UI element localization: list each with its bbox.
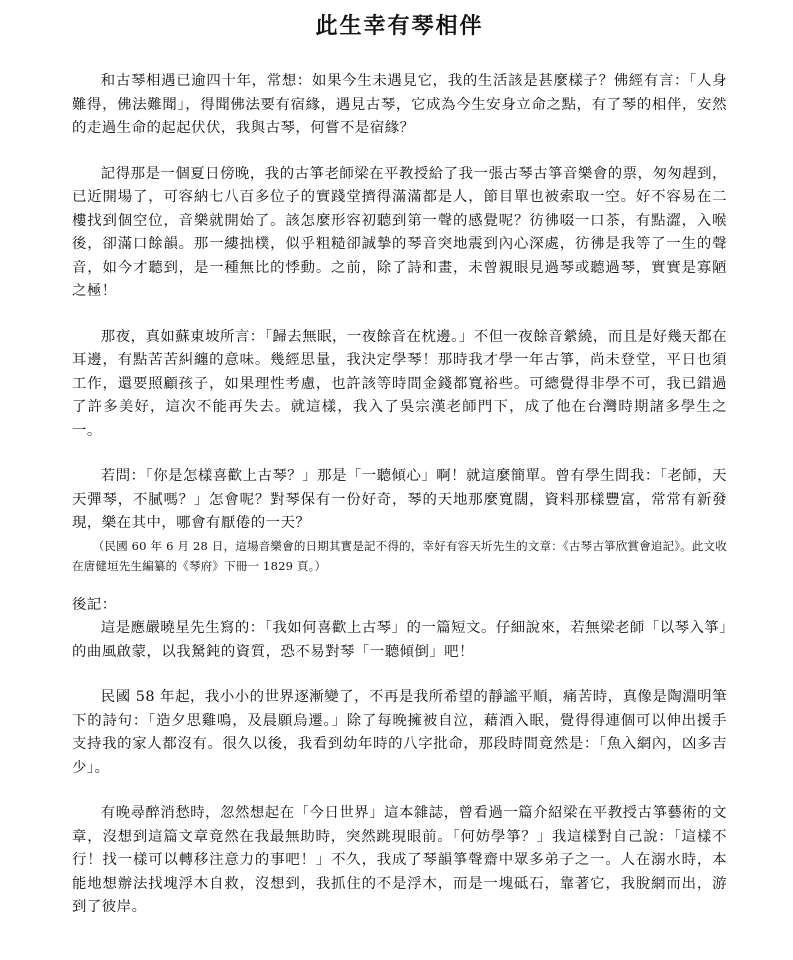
paragraph-2: 記得那是一個夏日傍晚，我的古箏老師梁在平教授給了我一張古琴古箏音樂會的票，匆匆趕到，已近開場了，可容納七八百多位子的實踐堂擠得滿滿都是人，節目單也被索取一空。好不容易在二樓找到個空位，音樂就開始了。該怎麼形容初聽到第一聲的感覺呢？彷彿啜一口茶，有點澀，入喉後，卻滿口餘韻。那一縷拙樸，似乎粗糙卻誠摯的琴音突地震到內心深處，彷彿是我等了一生的聲音，如今才聽到，是一種無比的悸動。之前，除了詩和畫，未曾親眼見過琴或聽過琴，實實是寡陋之極！ xyxy=(72,165,727,299)
paragraph-1: 和古琴相遇已逾四十年，常想：如果今生未遇見它，我的生活該是甚麼樣子？佛經有言：「人身難得，佛法難聞」，得聞佛法要有宿緣，遇見古琴，它成為今生安身立命之點，有了琴的相伴，安然的走過生命的起起伏伏，我與古琴，何嘗不是宿緣？ xyxy=(72,73,727,136)
spacer xyxy=(72,664,727,686)
postscript-heading: 後記： xyxy=(72,596,117,613)
spacer xyxy=(72,780,727,802)
spacer xyxy=(72,443,727,465)
spacer xyxy=(72,141,727,163)
paragraph-3: 那夜，真如蘇東坡所言：「歸去無眠，一夜餘音在枕邊。」不但一夜餘音縈繞，而且是好幾天都在耳邊，有點苦苦糾纏的意味。幾經思量，我決定學琴！那時我才學一年古箏，尚未登堂，平日也須工作，還要照顧孩子，如果理性考慮，也許該等時間金錢都寬裕些。可總覺得非學不可，我已錯過了許多美好，這次不能再失去。就這樣，我入了吳宗漢老師門下，成了他在台灣時期諸多學生之一。 xyxy=(72,328,727,439)
spacer xyxy=(72,576,727,594)
document-title: 此生幸有琴相伴 xyxy=(315,13,484,39)
footnote: （民國 60 年 6 月 28 日，這場音樂會的日期其實是記不得的，幸好有容天圻先生的文章：《古琴古箏欣賞會追記》。此文收在唐健垣先生編纂的《琴府》下冊一 1829 頁。） xyxy=(72,538,727,573)
postscript-paragraph-3: 有晚尋醉消愁時，忽然想起在「今日世界」這本雜誌，曾看過一篇介紹梁在平教授古箏藝術的文章，沒想到這篇文章竟然在我最無助時，突然跳現眼前。「何妨學箏？」我這樣對自己說：「這樣不行！找一樣可以轉移注意力的事吧！」不久，我成了琴韻箏聲齋中眾多弟子之一。人在溺水時，本能地想辦法找塊浮木自救，沒想到，我抓住的不是浮木，而是一塊砥石，靠著它，我脫網而出，游到了彼岸。 xyxy=(72,805,727,915)
spacer xyxy=(72,48,727,70)
spacer xyxy=(72,304,727,326)
postscript-paragraph-1: 這是應嚴曉星先生寫的：「我如何喜歡上古琴」的一篇短文。仔細說來，若無梁老師「以琴入箏」的曲風啟蒙，以我駑鈍的資質，恐不易對琴「一聽傾倒」吧！ xyxy=(72,620,727,660)
postscript-paragraph-2: 民國 58 年起，我小小的世界逐漸變了，不再是我所希望的靜謐平順，痛苦時，真像是陶淵明筆下的詩句：「造夕思雞鳴，及晨願烏遷。」除了每晚擁被自泣，藉酒入眠，覺得得連個可以伸出援手支持我的家人都沒有。很久以後，我看到幼年時的八字批命，那段時間竟然是：「魚入網內，凶多吉少」。 xyxy=(72,689,727,776)
paragraph-4: 若問：「你是怎樣喜歡上古琴？」那是「一聽傾心」啊！就這麼簡單。曾有學生問我：「老師，天天彈琴，不膩嗎？」怎會呢？對琴保有一份好奇，琴的天地那麼寬闊，資料那樣豐富，常常有新發現，樂在其中，哪會有厭倦的一天？ xyxy=(72,468,727,531)
